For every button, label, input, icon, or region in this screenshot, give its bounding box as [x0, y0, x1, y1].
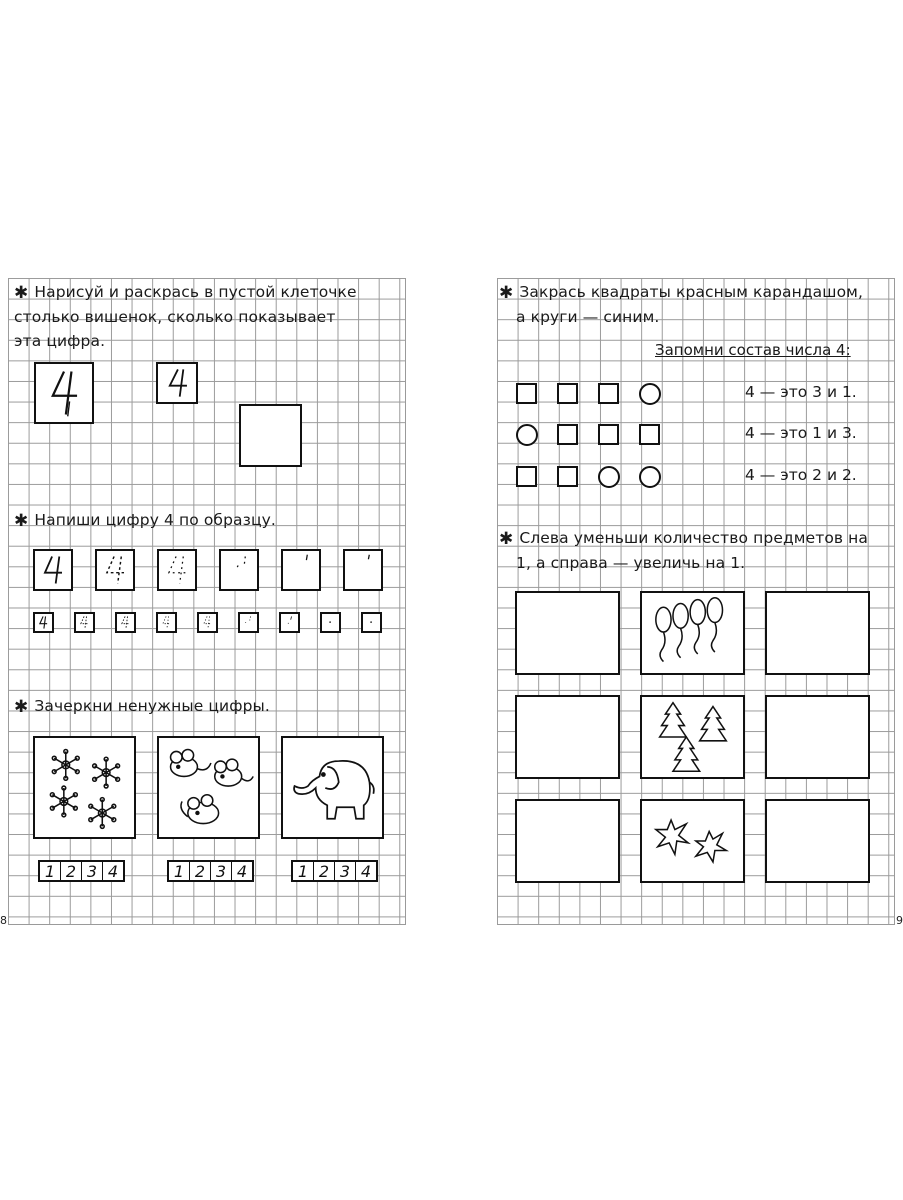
- asterisk-icon: ✱: [14, 511, 29, 531]
- shape-circle[interactable]: [639, 466, 661, 488]
- sample-digit-big: [34, 362, 94, 424]
- task-line: а круги — синим.: [516, 307, 660, 326]
- digit-four-icon: [158, 364, 196, 402]
- shape-circle[interactable]: [598, 466, 620, 488]
- balloon-icon: [642, 593, 743, 673]
- task-line: Слева уменьши количество предметов на: [519, 529, 869, 547]
- sample-digit-small: [156, 362, 198, 404]
- task-line: 1, а справа — увеличь на 1.: [516, 553, 746, 572]
- picture-box-balloons: [640, 591, 745, 675]
- mouse-icon: [159, 738, 258, 837]
- answer-box-less[interactable]: [515, 695, 620, 779]
- composition-fact: 4 — это 2 и 2.: [745, 466, 857, 484]
- page-number-left: 8: [0, 914, 7, 927]
- composition-fact: 4 — это 1 и 3.: [745, 424, 857, 442]
- picture-box-trees: [640, 695, 745, 779]
- digit-cell[interactable]: 2: [314, 862, 335, 880]
- digit-cell[interactable]: 4: [107, 861, 119, 881]
- small-practice-box[interactable]: [197, 612, 218, 633]
- elephant-icon: [283, 738, 382, 837]
- shape-square[interactable]: [557, 424, 578, 445]
- page-number-right: 9: [896, 914, 903, 927]
- star-icon: [642, 801, 743, 881]
- answer-box-more[interactable]: [765, 591, 870, 675]
- digit-cell[interactable]: 4: [360, 861, 372, 881]
- shape-circle[interactable]: [639, 383, 661, 405]
- practice-box[interactable]: [157, 549, 197, 591]
- number-composition-hint: Запомни состав числа 4:: [655, 341, 851, 359]
- practice-box[interactable]: [343, 549, 383, 591]
- small-practice-box[interactable]: [238, 612, 259, 633]
- shape-square[interactable]: [516, 466, 537, 487]
- task-line: столько вишенок, сколько показывает: [14, 307, 336, 326]
- left-page: [8, 278, 406, 925]
- task-title: Зачеркни ненужные цифры.: [34, 697, 270, 715]
- picture-box-mice: [157, 736, 260, 839]
- picture-box-snowflakes: [33, 736, 136, 839]
- digit-cell[interactable]: 2: [61, 862, 82, 880]
- composition-fact: 4 — это 3 и 1.: [745, 383, 857, 401]
- digit-cell[interactable]: 2: [190, 862, 211, 880]
- shape-square[interactable]: [598, 424, 619, 445]
- digit-cell[interactable]: 1: [40, 862, 61, 880]
- answer-box-less[interactable]: [515, 799, 620, 883]
- small-practice-box[interactable]: [320, 612, 341, 633]
- empty-drawing-box[interactable]: [239, 404, 302, 467]
- shape-square[interactable]: [639, 424, 660, 445]
- digit-cell[interactable]: 1: [293, 862, 314, 880]
- digit-strip: [291, 860, 378, 882]
- shape-square[interactable]: [557, 383, 578, 404]
- practice-box[interactable]: [33, 549, 73, 591]
- task-more-less: [499, 526, 868, 575]
- task-title: Напиши цифру 4 по образцу.: [34, 511, 276, 529]
- shape-square[interactable]: [557, 466, 578, 487]
- answer-box-more[interactable]: [765, 695, 870, 779]
- small-practice-box[interactable]: [74, 612, 95, 633]
- picture-box-elephant: [281, 736, 384, 839]
- small-practice-box[interactable]: [115, 612, 136, 633]
- task-write-digit: [14, 508, 276, 533]
- answer-box-less[interactable]: [515, 591, 620, 675]
- task-draw-cherries: [14, 280, 357, 354]
- task-line: эта цифра.: [14, 332, 106, 351]
- task-line: Закрась квадраты красным карандашом,: [519, 283, 863, 301]
- practice-box[interactable]: [219, 549, 259, 591]
- digit-cell[interactable]: 3: [82, 862, 103, 880]
- answer-box-more[interactable]: [765, 799, 870, 883]
- shape-square[interactable]: [516, 383, 537, 404]
- small-practice-box[interactable]: [279, 612, 300, 633]
- fir-tree-icon: [642, 697, 743, 777]
- picture-box-stars: [640, 799, 745, 883]
- task-cross-out: [14, 694, 270, 719]
- asterisk-icon: ✱: [14, 697, 29, 717]
- digit-strip: [167, 860, 254, 882]
- snowflake-icon: [35, 738, 134, 837]
- right-page: [497, 278, 895, 925]
- asterisk-icon: ✱: [14, 283, 29, 303]
- small-practice-box[interactable]: [33, 612, 54, 633]
- task-color-shapes: [499, 280, 863, 329]
- digit-cell[interactable]: 3: [335, 862, 356, 880]
- shape-circle[interactable]: [516, 424, 538, 446]
- asterisk-icon: ✱: [499, 529, 514, 549]
- small-practice-box[interactable]: [156, 612, 177, 633]
- practice-box[interactable]: [95, 549, 135, 591]
- digit-cell[interactable]: 4: [236, 861, 248, 881]
- digit-cell[interactable]: 1: [169, 862, 190, 880]
- digit-four-icon: [36, 364, 92, 422]
- asterisk-icon: ✱: [499, 283, 514, 303]
- digit-strip: [38, 860, 125, 882]
- small-practice-box[interactable]: [361, 612, 382, 633]
- practice-box[interactable]: [281, 549, 321, 591]
- shape-square[interactable]: [598, 383, 619, 404]
- digit-cell[interactable]: 3: [211, 862, 232, 880]
- task-line: Нарисуй и раскрась в пустой клеточке: [34, 283, 357, 301]
